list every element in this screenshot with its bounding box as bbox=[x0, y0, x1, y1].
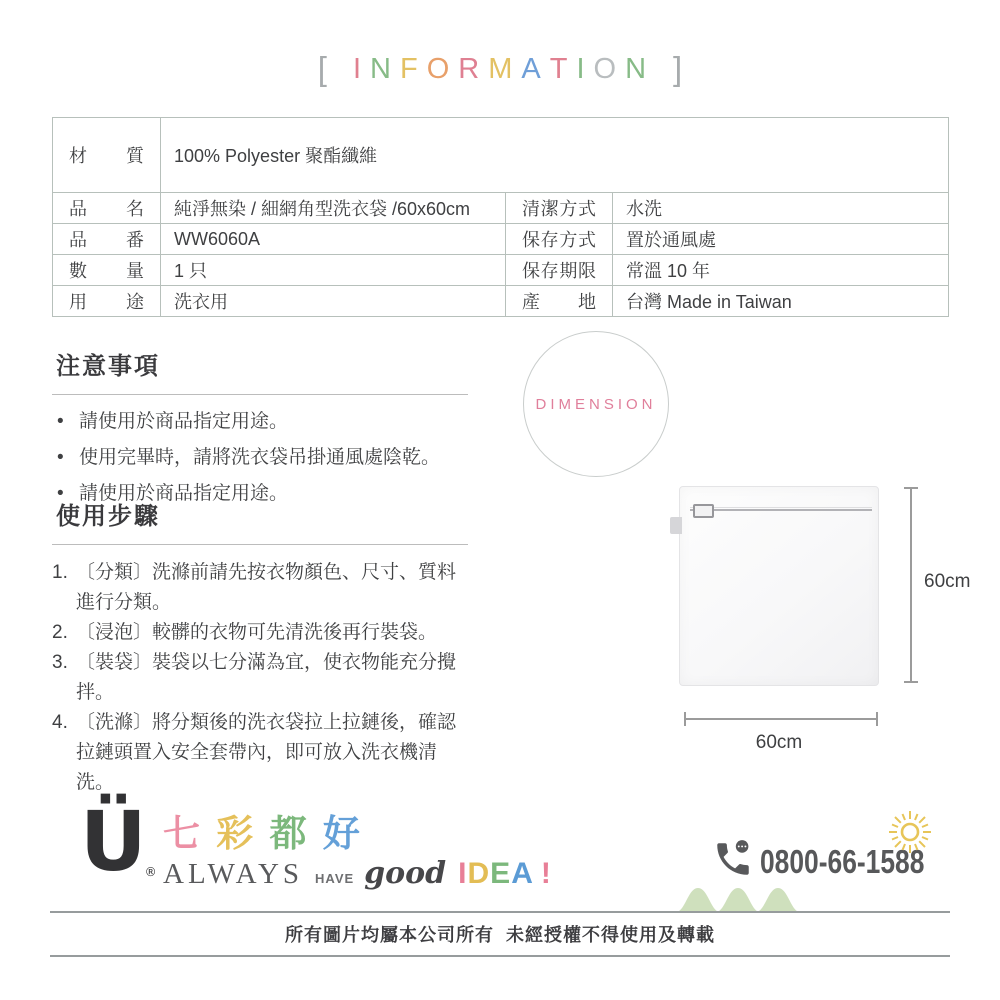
idea-letter: E bbox=[490, 857, 512, 890]
note-text: 請使用於商品指定用途。 bbox=[79, 411, 289, 432]
spec-row bbox=[53, 286, 949, 317]
spec-value-storage: 置於通風處 bbox=[613, 224, 949, 255]
sun-icon bbox=[884, 806, 936, 863]
note-item bbox=[52, 408, 468, 435]
step-text: 〔洗滌〕將分類後的洗衣袋拉上拉鏈後，確認拉鏈頭置入安全套帶內，即可放入洗衣機清洗。 bbox=[76, 712, 457, 793]
step-item bbox=[52, 558, 468, 618]
brand-logo bbox=[80, 795, 157, 890]
steps-section bbox=[52, 496, 468, 798]
spec-label-product-name: 品名 bbox=[53, 193, 161, 224]
bullet-icon: • bbox=[57, 411, 64, 432]
bullet-icon: • bbox=[57, 447, 64, 468]
note-text: 請使用於商品指定用途。 bbox=[79, 483, 289, 504]
step-text: 〔分類〕洗滌前請先按衣物顏色、尺寸、質料進行分類。 bbox=[76, 562, 457, 613]
spec-label-item-number: 品番 bbox=[53, 224, 161, 255]
divider-line-top bbox=[50, 911, 950, 913]
spec-row bbox=[53, 193, 949, 224]
bullet-icon: • bbox=[57, 483, 64, 504]
title-letter: T bbox=[549, 52, 577, 85]
title-letter: I bbox=[352, 52, 371, 85]
step-item bbox=[52, 648, 468, 708]
divider-line-bottom bbox=[50, 955, 950, 957]
note-text: 使用完畢時，請將洗衣袋吊掛通風處陰乾。 bbox=[79, 447, 441, 468]
width-dimension-line bbox=[684, 712, 878, 726]
step-number: 3. bbox=[52, 652, 68, 673]
slogan-idea bbox=[458, 857, 534, 891]
title-letter: N bbox=[370, 52, 400, 85]
spec-value-cleaning: 水洗 bbox=[613, 193, 949, 224]
bracket-right: ] bbox=[673, 50, 683, 87]
bag-side-tab bbox=[670, 517, 682, 534]
width-dimension-label: 60cm bbox=[755, 732, 803, 753]
slogan-have: HAVE bbox=[315, 871, 355, 886]
spec-label-quantity: 數量 bbox=[53, 255, 161, 286]
title-letter: A bbox=[521, 52, 550, 85]
dimension-badge bbox=[523, 331, 669, 477]
step-number: 2. bbox=[52, 622, 68, 643]
slogan-always: ALWAYS bbox=[163, 858, 304, 890]
step-number: 4. bbox=[52, 712, 68, 733]
spec-value-origin: 台灣 Made in Taiwan bbox=[613, 286, 949, 317]
bag-zipper-pull bbox=[693, 504, 714, 518]
notes-title: 注意事項 bbox=[52, 346, 468, 395]
brand-slogan bbox=[163, 856, 551, 898]
title-letter: N bbox=[625, 52, 656, 85]
title-letter: R bbox=[458, 52, 489, 85]
title-letter: M bbox=[488, 52, 522, 85]
steps-title: 使用步驟 bbox=[52, 496, 468, 545]
information-header bbox=[0, 46, 1000, 92]
idea-letter: I bbox=[458, 857, 468, 890]
title-letter: O bbox=[593, 52, 626, 85]
spec-value-quantity: 1 只 bbox=[161, 255, 506, 286]
brand-letter: 七 bbox=[163, 813, 203, 854]
step-item bbox=[52, 618, 468, 648]
spec-label-cleaning: 清潔方式 bbox=[506, 193, 613, 224]
spec-label-origin: 產地 bbox=[506, 286, 613, 317]
spec-value-item-number: WW6060A bbox=[161, 224, 506, 255]
slogan-good: good bbox=[364, 856, 447, 891]
brand-name bbox=[163, 812, 363, 856]
dimension-badge-label: DIMENSION bbox=[535, 395, 657, 413]
idea-letter: D bbox=[467, 857, 491, 890]
notes-list bbox=[52, 408, 468, 507]
brand-letter: 好 bbox=[322, 813, 363, 854]
spec-row-material bbox=[53, 118, 949, 193]
bracket-left: [ bbox=[317, 50, 327, 87]
spec-label-shelf-life: 保存期限 bbox=[506, 255, 613, 286]
spec-table bbox=[52, 117, 949, 317]
registered-mark: ® bbox=[144, 865, 157, 879]
step-number: 1. bbox=[52, 562, 68, 583]
title-letter: I bbox=[576, 52, 594, 85]
laundry-bag-image bbox=[679, 486, 879, 686]
notes-section bbox=[52, 346, 468, 516]
brand-logo-letter: Ü bbox=[80, 795, 147, 890]
steps-list bbox=[52, 558, 468, 798]
idea-letter: A bbox=[511, 857, 534, 890]
spec-value-product-name: 純淨無染 / 細網角型洗衣袋 /60x60cm bbox=[161, 193, 506, 224]
spec-value-shelf-life: 常溫 10 年 bbox=[613, 255, 949, 286]
step-text: 〔浸泡〕較髒的衣物可先清洗後再行裝袋。 bbox=[76, 622, 438, 643]
phone-icon bbox=[712, 838, 754, 885]
phone-number: 0800-66-1588 bbox=[760, 842, 925, 880]
note-item bbox=[52, 444, 468, 471]
spec-row bbox=[53, 255, 949, 286]
height-dimension-label: 60cm bbox=[924, 571, 971, 592]
spec-value-material: 100% Polyester 聚酯纖維 bbox=[161, 118, 949, 193]
title-letter: O bbox=[426, 52, 459, 85]
title-letter: F bbox=[399, 52, 427, 85]
brand-letter: 都 bbox=[269, 813, 310, 854]
step-text: 〔裝袋〕裝袋以七分滿為宜，使衣物能充分攪拌。 bbox=[76, 652, 457, 703]
copyright-text: 所有圖片均屬本公司所有 未經授權不得使用及轉載 bbox=[285, 925, 715, 945]
spec-label-storage: 保存方式 bbox=[506, 224, 613, 255]
slogan-exclamation: ! bbox=[540, 857, 551, 890]
spec-label-material: 材質 bbox=[53, 118, 161, 193]
height-dimension-line bbox=[904, 487, 918, 683]
spec-row bbox=[53, 224, 949, 255]
step-item bbox=[52, 708, 468, 798]
bag-zipper bbox=[690, 509, 872, 511]
spec-value-usage: 洗衣用 bbox=[161, 286, 506, 317]
spec-label-usage: 用途 bbox=[53, 286, 161, 317]
brand-letter: 彩 bbox=[216, 813, 257, 854]
